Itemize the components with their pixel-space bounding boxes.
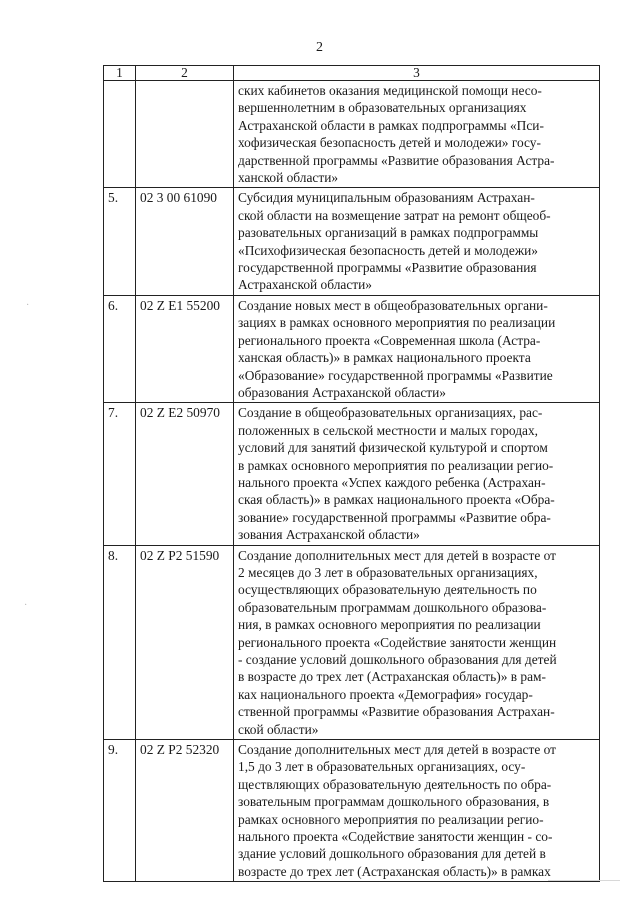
row-description: Создание дополнительных мест для детей в возрасте от 1,5 до 3 лет в образовательных организациях, осу- ществляющих образовательную деятельность по обра- зовательным программам дошкольного образования, в рамках основного мероприятия по реализации регио- нального проекта «Содействие занятости женщин - со- здание условий дошкольного образования для детей в возрасте до трех лет (Астраханская область)» в рамках xyxy=(234,740,600,882)
row-number: 9. xyxy=(104,740,136,882)
target-article-code xyxy=(136,81,234,188)
target-article-code: 02 Z E1 55200 xyxy=(136,295,234,402)
table-row xyxy=(104,188,600,295)
table-row xyxy=(104,295,600,402)
scan-speck: · xyxy=(26,300,30,311)
page-number: 2 xyxy=(316,40,323,55)
table-header-row xyxy=(104,66,600,81)
row-number: 7. xyxy=(104,403,136,545)
table-row xyxy=(104,81,600,188)
table-row xyxy=(104,545,600,739)
row-number: 5. xyxy=(104,188,136,295)
target-article-code: 02 Z P2 51590 xyxy=(136,545,234,739)
target-article-code: 02 Z E2 50970 xyxy=(136,403,234,545)
scan-line-artifact xyxy=(548,880,620,881)
column-header-description: 3 xyxy=(234,66,600,81)
column-header-number: 1 xyxy=(104,66,136,81)
table-row xyxy=(104,403,600,545)
row-description: Создание новых мест в общеобразовательных органи- зациях в рамках основного мероприятия по реализации регионального проекта «Современная школа (Астра- ханская область)» в рамках национального проекта «Образование» государственной программы «Развитие образования Астраханской области» xyxy=(234,295,600,402)
budget-classification-table xyxy=(103,65,600,882)
scan-speck: · xyxy=(24,600,28,611)
row-description: Создание дополнительных мест для детей в возрасте от 2 месяцев до 3 лет в образовательных организациях, осуществляющих образовательную деятельность по образовательным программам дошкольного образова- ния, в рамках основного мероприятия по реализации регионального проекта «Содействие занятости женщин - создание условий дошкольного образования для детей в возрасте до трех лет (Астраханская область)» в рам- ках национального проекта «Демография» государ- ственной программы «Развитие образования Астрахан- ской области» xyxy=(234,545,600,739)
row-description: Создание в общеобразовательных организациях, рас- положенных в сельской местности и малых городах, условий для занятий физической культурой и спортом в рамках основного мероприятия по реализации регио- нального проекта «Успех каждого ребенка (Астрахан- ская область)» в рамках национального проекта «Обра- зование» государственной программы «Развитие обра- зования Астраханской области» xyxy=(234,403,600,545)
row-description: Субсидия муниципальным образованиям Астрахан- ской области на возмещение затрат на ремонт общеоб- разовательных организаций в рамках подпрограммы «Психофизическая безопасность детей и молодежи» государственной программы «Развитие образования Астраханской области» xyxy=(234,188,600,295)
row-number xyxy=(104,81,136,188)
table-row xyxy=(104,740,600,882)
target-article-code: 02 Z P2 52320 xyxy=(136,740,234,882)
row-number: 6. xyxy=(104,295,136,402)
target-article-code: 02 3 00 61090 xyxy=(136,188,234,295)
column-header-code: 2 xyxy=(136,66,234,81)
row-description: ских кабинетов оказания медицинской помощи несо- вершеннолетним в образовательных организациях Астраханской области в рамках подпрограммы «Пси- хофизическая безопасность детей и молодежи» госу- дарственной программы «Развитие образования Астра- ханской области» xyxy=(234,81,600,188)
row-number: 8. xyxy=(104,545,136,739)
